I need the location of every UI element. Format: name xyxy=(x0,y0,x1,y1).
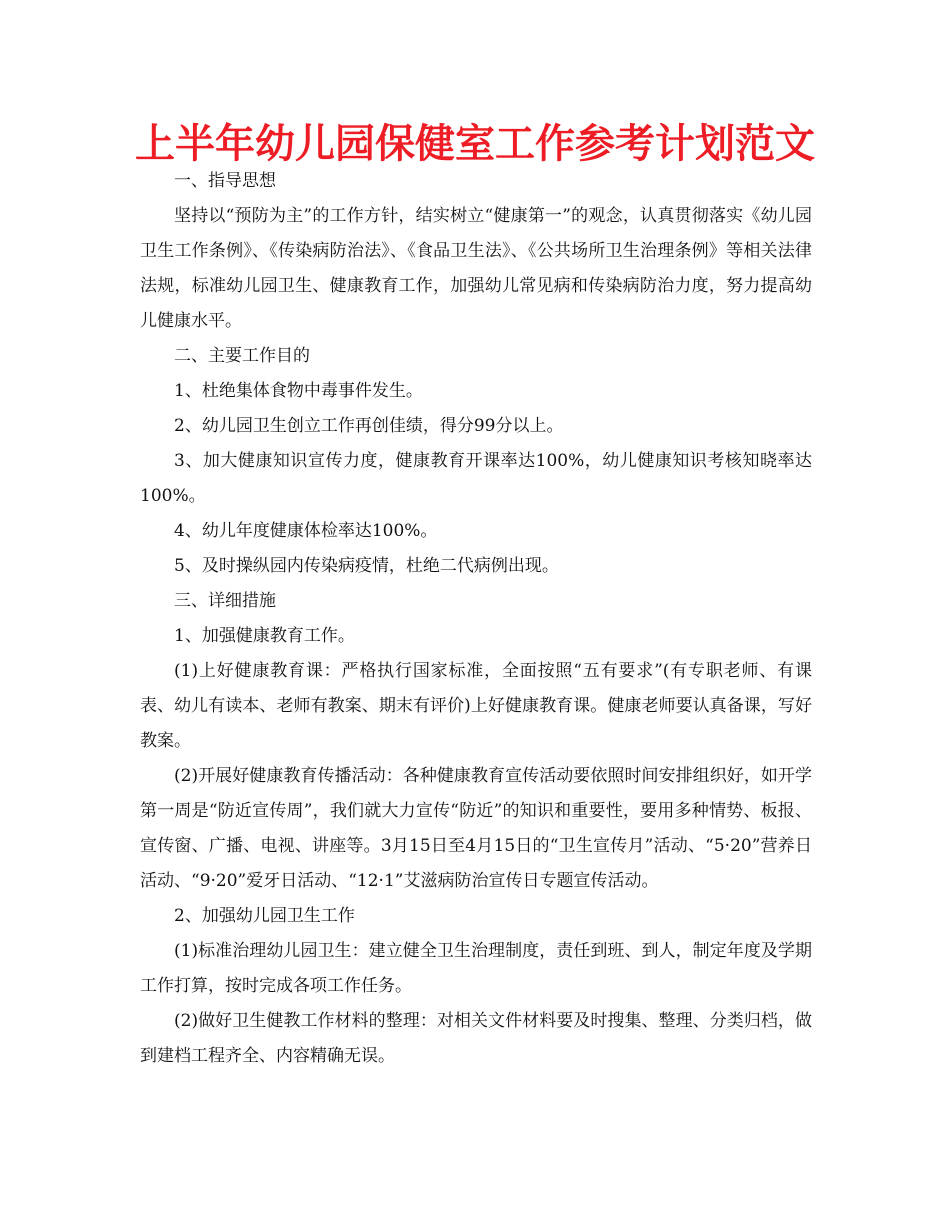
heading-measures: 三、详细措施 xyxy=(174,591,276,611)
measure-2-item-1: (1)标准治理幼儿园卫生：建立健全卫生治理制度，责任到班、到人，制定年度及学期工作打算，按时完成各项工作任务。 xyxy=(140,941,812,996)
document-title: 上半年幼儿园保健室工作参考计划范文 xyxy=(135,120,815,167)
goal-item-2: 2、幼儿园卫生创立工作再创佳绩，得分99分以上。 xyxy=(174,416,564,436)
measure-1-heading: 1、加强健康教育工作。 xyxy=(174,626,355,646)
paragraph-guiding-ideology: 坚持以“预防为主”的工作方针，结实树立“健康第一”的观念，认真贯彻落实《幼儿园卫生工作条例》、《传染病防治法》、《食品卫生法》、《公共场所卫生治理条例》等相关法律法规，标准幼儿园卫生、健康教育工作，加强幼儿常见病和传染病防治力度，努力提高幼儿健康水平。 xyxy=(140,206,812,331)
goal-item-1: 1、杜绝集体食物中毒事件发生。 xyxy=(174,381,423,401)
document-body xyxy=(140,164,812,1074)
heading-guiding-ideology: 一、指导思想 xyxy=(174,171,276,191)
measure-1-item-2: (2)开展好健康教育传播活动：各种健康教育宣传活动要依照时间安排组织好，如开学第一周是“防近宣传周”，我们就大力宣传“防近”的知识和重要性，要用多种情势、板报、宣传窗、广播、电视、讲座等。3月15日至4月15日的“卫生宣传月”活动、“5·20”营养日活动、“9·20”爱牙日活动、“12·1”艾滋病防治宣传日专题宣传活动。 xyxy=(140,766,812,891)
goal-item-3: 3、加大健康知识宣传力度，健康教育开课率达100%，幼儿健康知识考核知晓率达100%。 xyxy=(140,451,812,506)
measure-2-heading: 2、加强幼儿园卫生工作 xyxy=(174,906,355,926)
heading-main-goals: 二、主要工作目的 xyxy=(174,346,310,366)
goal-item-5: 5、及时操纵园内传染病疫情，杜绝二代病例出现。 xyxy=(174,556,559,576)
measure-2-item-2: (2)做好卫生健教工作材料的整理：对相关文件材料要及时搜集、整理、分类归档，做到建档工程齐全、内容精确无误。 xyxy=(140,1011,812,1066)
goal-item-4: 4、幼儿年度健康体检率达100%。 xyxy=(174,521,438,541)
measure-1-item-1: (1)上好健康教育课：严格执行国家标准，全面按照“五有要求”(有专职老师、有课表、幼儿有读本、老师有教案、期末有评价)上好健康教育课。健康老师要认真备课，写好教案。 xyxy=(140,661,812,751)
